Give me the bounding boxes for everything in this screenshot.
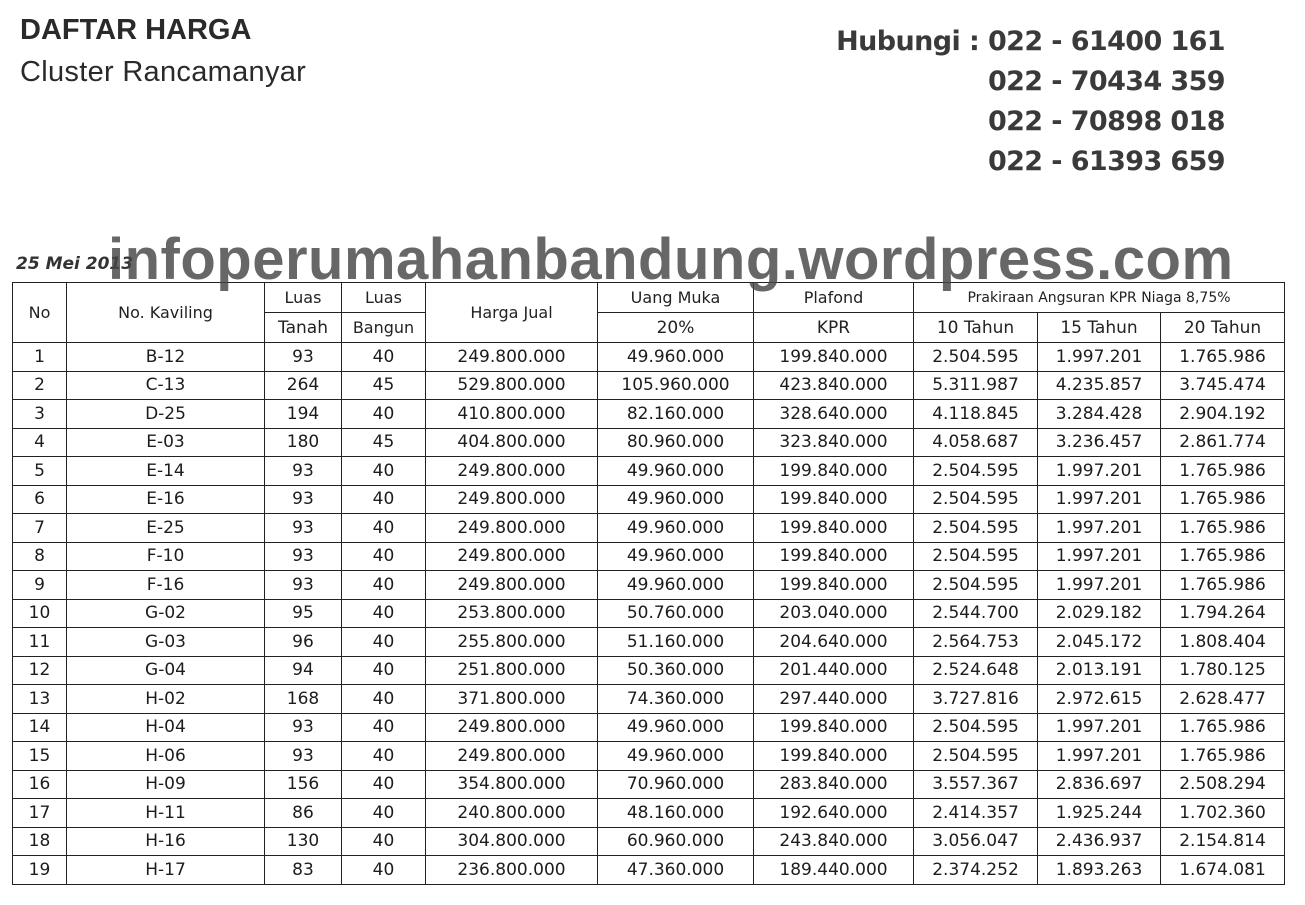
cell-harga-jual: 253.800.000	[426, 599, 598, 628]
cell-angsuran-15: 1.997.201	[1038, 485, 1161, 514]
cell-harga-jual: 371.800.000	[426, 685, 598, 714]
cell-uang-muka: 48.160.000	[598, 799, 754, 828]
table-row	[13, 571, 1285, 600]
cell-plafond-kpr: 192.640.000	[754, 799, 914, 828]
cell-luas-bangun: 45	[342, 371, 426, 400]
cell-plafond-kpr: 199.840.000	[754, 514, 914, 543]
cell-uang-muka: 49.960.000	[598, 343, 754, 372]
cell-luas-tanah: 96	[265, 628, 342, 657]
cell-luas-tanah: 83	[265, 856, 342, 885]
phone-number: 022 - 61393 659	[987, 146, 1225, 177]
cell-luas-bangun: 40	[342, 514, 426, 543]
cell-harga-jual: 410.800.000	[426, 400, 598, 429]
cell-angsuran-15: 3.284.428	[1038, 400, 1161, 429]
cell-kaveling: E-03	[67, 428, 265, 457]
header-kaveling: No. Kaviling	[67, 283, 265, 343]
table-row	[13, 428, 1285, 457]
header-bangun: Bangun	[342, 313, 426, 343]
cell-uang-muka: 49.960.000	[598, 571, 754, 600]
cell-angsuran-15: 2.029.182	[1038, 599, 1161, 628]
cell-no: 5	[13, 457, 67, 486]
cell-angsuran-20: 1.674.081	[1161, 856, 1285, 885]
table-row	[13, 485, 1285, 514]
cell-luas-tanah: 93	[265, 571, 342, 600]
cell-no: 7	[13, 514, 67, 543]
cell-harga-jual: 249.800.000	[426, 343, 598, 372]
cell-angsuran-20: 1.765.986	[1161, 485, 1285, 514]
cell-plafond-kpr: 243.840.000	[754, 827, 914, 856]
cell-uang-muka: 82.160.000	[598, 400, 754, 429]
cell-angsuran-20: 2.508.294	[1161, 770, 1285, 799]
cell-luas-tanah: 93	[265, 742, 342, 771]
cell-angsuran-15: 4.235.857	[1038, 371, 1161, 400]
cell-kaveling: H-04	[67, 713, 265, 742]
cell-uang-muka: 80.960.000	[598, 428, 754, 457]
price-table	[12, 282, 1285, 885]
cell-luas-bangun: 40	[342, 542, 426, 571]
cell-plafond-kpr: 199.840.000	[754, 485, 914, 514]
cell-luas-tanah: 156	[265, 770, 342, 799]
cell-plafond-kpr: 323.840.000	[754, 428, 914, 457]
cell-plafond-kpr: 189.440.000	[754, 856, 914, 885]
header-plafond: Plafond	[754, 283, 914, 313]
cell-uang-muka: 50.360.000	[598, 656, 754, 685]
cell-angsuran-10: 4.058.687	[914, 428, 1038, 457]
cell-angsuran-15: 1.997.201	[1038, 514, 1161, 543]
cell-angsuran-15: 1.925.244	[1038, 799, 1161, 828]
cell-kaveling: C-13	[67, 371, 265, 400]
cell-angsuran-10: 3.557.367	[914, 770, 1038, 799]
cell-harga-jual: 240.800.000	[426, 799, 598, 828]
cell-angsuran-20: 2.154.814	[1161, 827, 1285, 856]
price-table-body	[13, 343, 1285, 885]
cell-angsuran-10: 5.311.987	[914, 371, 1038, 400]
cell-kaveling: F-10	[67, 542, 265, 571]
header-luas-bangun: Luas	[342, 283, 426, 313]
table-row	[13, 542, 1285, 571]
cell-angsuran-10: 2.414.357	[914, 799, 1038, 828]
cell-uang-muka: 51.160.000	[598, 628, 754, 657]
cell-luas-bangun: 40	[342, 799, 426, 828]
cell-no: 13	[13, 685, 67, 714]
cell-no: 6	[13, 485, 67, 514]
cell-kaveling: D-25	[67, 400, 265, 429]
cell-angsuran-10: 2.544.700	[914, 599, 1038, 628]
cell-angsuran-20: 2.904.192	[1161, 400, 1285, 429]
cell-angsuran-15: 1.997.201	[1038, 571, 1161, 600]
cell-luas-bangun: 40	[342, 599, 426, 628]
cell-no: 15	[13, 742, 67, 771]
phone-number: 022 - 70898 018	[987, 106, 1225, 137]
cell-plafond-kpr: 328.640.000	[754, 400, 914, 429]
cell-plafond-kpr: 283.840.000	[754, 770, 914, 799]
table-row	[13, 856, 1285, 885]
cell-angsuran-15: 1.997.201	[1038, 343, 1161, 372]
cell-harga-jual: 236.800.000	[426, 856, 598, 885]
header-15-tahun: 15 Tahun	[1038, 313, 1161, 343]
cell-no: 2	[13, 371, 67, 400]
watermark: infoperumahanbandung.wordpress.com	[108, 227, 1234, 292]
table-row	[13, 685, 1285, 714]
cell-angsuran-20: 1.765.986	[1161, 571, 1285, 600]
cell-uang-muka: 50.760.000	[598, 599, 754, 628]
cell-angsuran-15: 1.997.201	[1038, 742, 1161, 771]
cell-uang-muka: 74.360.000	[598, 685, 754, 714]
header-tanah: Tanah	[265, 313, 342, 343]
cell-angsuran-10: 2.504.595	[914, 713, 1038, 742]
cell-kaveling: H-09	[67, 770, 265, 799]
cell-luas-tanah: 93	[265, 485, 342, 514]
cell-angsuran-10: 4.118.845	[914, 400, 1038, 429]
cell-uang-muka: 105.960.000	[598, 371, 754, 400]
price-date: 25 Mei 2013	[16, 254, 134, 274]
cell-kaveling: H-16	[67, 827, 265, 856]
table-row	[13, 656, 1285, 685]
cell-no: 17	[13, 799, 67, 828]
table-row	[13, 770, 1285, 799]
cell-kaveling: E-14	[67, 457, 265, 486]
cell-luas-bangun: 40	[342, 827, 426, 856]
cell-angsuran-10: 3.727.816	[914, 685, 1038, 714]
cell-angsuran-15: 2.436.937	[1038, 827, 1161, 856]
cell-harga-jual: 249.800.000	[426, 485, 598, 514]
cell-luas-bangun: 45	[342, 428, 426, 457]
contact-line: Hubungi : 022 - 61400 161	[836, 26, 1225, 57]
cell-kaveling: H-06	[67, 742, 265, 771]
cell-no: 1	[13, 343, 67, 372]
cell-no: 19	[13, 856, 67, 885]
cell-harga-jual: 249.800.000	[426, 571, 598, 600]
table-row	[13, 827, 1285, 856]
header-20-tahun: 20 Tahun	[1161, 313, 1285, 343]
cell-plafond-kpr: 199.840.000	[754, 571, 914, 600]
page-subtitle: Cluster Rancamanyar	[20, 56, 307, 88]
table-row	[13, 713, 1285, 742]
cell-plafond-kpr: 203.040.000	[754, 599, 914, 628]
cell-luas-bangun: 40	[342, 742, 426, 771]
table-row	[13, 799, 1285, 828]
cell-angsuran-20: 1.765.986	[1161, 343, 1285, 372]
cell-luas-bangun: 40	[342, 685, 426, 714]
cell-angsuran-15: 2.013.191	[1038, 656, 1161, 685]
header-10-tahun: 10 Tahun	[914, 313, 1038, 343]
cell-angsuran-20: 2.861.774	[1161, 428, 1285, 457]
cell-angsuran-20: 1.794.264	[1161, 599, 1285, 628]
cell-plafond-kpr: 204.640.000	[754, 628, 914, 657]
contact-block	[836, 22, 1225, 182]
header-harga-jual: Harga Jual	[426, 283, 598, 343]
cell-uang-muka: 49.960.000	[598, 742, 754, 771]
cell-angsuran-10: 2.504.595	[914, 542, 1038, 571]
cell-angsuran-10: 2.504.595	[914, 457, 1038, 486]
cell-angsuran-10: 2.504.595	[914, 514, 1038, 543]
cell-harga-jual: 251.800.000	[426, 656, 598, 685]
cell-luas-bangun: 40	[342, 343, 426, 372]
cell-luas-bangun: 40	[342, 485, 426, 514]
cell-luas-bangun: 40	[342, 628, 426, 657]
page-title: DAFTAR HARGA	[20, 14, 252, 46]
cell-harga-jual: 304.800.000	[426, 827, 598, 856]
cell-no: 4	[13, 428, 67, 457]
cell-uang-muka: 49.960.000	[598, 457, 754, 486]
header-kpr: KPR	[754, 313, 914, 343]
cell-kaveling: G-02	[67, 599, 265, 628]
cell-harga-jual: 249.800.000	[426, 742, 598, 771]
cell-angsuran-15: 2.972.615	[1038, 685, 1161, 714]
cell-luas-tanah: 93	[265, 457, 342, 486]
cell-plafond-kpr: 201.440.000	[754, 656, 914, 685]
cell-no: 10	[13, 599, 67, 628]
cell-angsuran-15: 3.236.457	[1038, 428, 1161, 457]
cell-kaveling: H-02	[67, 685, 265, 714]
cell-kaveling: H-17	[67, 856, 265, 885]
cell-luas-bangun: 40	[342, 656, 426, 685]
cell-angsuran-20: 1.765.986	[1161, 457, 1285, 486]
cell-angsuran-20: 1.765.986	[1161, 742, 1285, 771]
cell-luas-bangun: 40	[342, 770, 426, 799]
cell-luas-bangun: 40	[342, 856, 426, 885]
header-angsuran: Prakiraan Angsuran KPR Niaga 8,75%	[914, 283, 1285, 313]
cell-no: 3	[13, 400, 67, 429]
cell-harga-jual: 249.800.000	[426, 713, 598, 742]
header-uang-muka: Uang Muka	[598, 283, 754, 313]
table-row	[13, 343, 1285, 372]
cell-harga-jual: 529.800.000	[426, 371, 598, 400]
cell-angsuran-15: 1.997.201	[1038, 713, 1161, 742]
cell-angsuran-15: 1.997.201	[1038, 542, 1161, 571]
cell-uang-muka: 49.960.000	[598, 485, 754, 514]
cell-uang-muka: 70.960.000	[598, 770, 754, 799]
table-row	[13, 742, 1285, 771]
cell-angsuran-20: 1.702.360	[1161, 799, 1285, 828]
cell-no: 9	[13, 571, 67, 600]
cell-kaveling: H-11	[67, 799, 265, 828]
cell-angsuran-10: 2.504.595	[914, 343, 1038, 372]
cell-kaveling: B-12	[67, 343, 265, 372]
phone-number: 022 - 70434 359	[987, 66, 1225, 97]
cell-plafond-kpr: 199.840.000	[754, 742, 914, 771]
cell-angsuran-10: 2.564.753	[914, 628, 1038, 657]
cell-angsuran-10: 2.374.252	[914, 856, 1038, 885]
cell-plafond-kpr: 199.840.000	[754, 457, 914, 486]
cell-uang-muka: 49.960.000	[598, 713, 754, 742]
cell-plafond-kpr: 199.840.000	[754, 542, 914, 571]
table-row	[13, 628, 1285, 657]
cell-angsuran-10: 2.504.595	[914, 485, 1038, 514]
cell-harga-jual: 249.800.000	[426, 542, 598, 571]
cell-no: 12	[13, 656, 67, 685]
cell-angsuran-10: 2.504.595	[914, 571, 1038, 600]
cell-luas-tanah: 86	[265, 799, 342, 828]
cell-luas-tanah: 95	[265, 599, 342, 628]
cell-angsuran-20: 3.745.474	[1161, 371, 1285, 400]
cell-kaveling: G-04	[67, 656, 265, 685]
cell-luas-tanah: 180	[265, 428, 342, 457]
table-row	[13, 371, 1285, 400]
cell-angsuran-20: 1.765.986	[1161, 713, 1285, 742]
cell-kaveling: E-25	[67, 514, 265, 543]
cell-angsuran-20: 1.765.986	[1161, 542, 1285, 571]
cell-luas-bangun: 40	[342, 713, 426, 742]
cell-angsuran-15: 1.893.263	[1038, 856, 1161, 885]
cell-no: 18	[13, 827, 67, 856]
cell-angsuran-20: 1.765.986	[1161, 514, 1285, 543]
cell-luas-bangun: 40	[342, 400, 426, 429]
cell-luas-tanah: 130	[265, 827, 342, 856]
cell-kaveling: E-16	[67, 485, 265, 514]
cell-harga-jual: 249.800.000	[426, 514, 598, 543]
cell-angsuran-20: 1.780.125	[1161, 656, 1285, 685]
cell-no: 14	[13, 713, 67, 742]
cell-angsuran-10: 3.056.047	[914, 827, 1038, 856]
header-uang-muka-pct: 20%	[598, 313, 754, 343]
cell-angsuran-10: 2.504.595	[914, 742, 1038, 771]
cell-kaveling: F-16	[67, 571, 265, 600]
table-row	[13, 400, 1285, 429]
table-row	[13, 457, 1285, 486]
cell-no: 11	[13, 628, 67, 657]
cell-kaveling: G-03	[67, 628, 265, 657]
cell-angsuran-15: 1.997.201	[1038, 457, 1161, 486]
cell-luas-bangun: 40	[342, 571, 426, 600]
cell-luas-tanah: 194	[265, 400, 342, 429]
cell-luas-tanah: 264	[265, 371, 342, 400]
cell-harga-jual: 404.800.000	[426, 428, 598, 457]
cell-uang-muka: 49.960.000	[598, 514, 754, 543]
cell-angsuran-15: 2.045.172	[1038, 628, 1161, 657]
cell-no: 8	[13, 542, 67, 571]
cell-angsuran-10: 2.524.648	[914, 656, 1038, 685]
cell-plafond-kpr: 199.840.000	[754, 343, 914, 372]
cell-uang-muka: 49.960.000	[598, 542, 754, 571]
cell-harga-jual: 354.800.000	[426, 770, 598, 799]
cell-uang-muka: 47.360.000	[598, 856, 754, 885]
table-row	[13, 599, 1285, 628]
cell-luas-tanah: 93	[265, 713, 342, 742]
cell-luas-tanah: 93	[265, 343, 342, 372]
cell-plafond-kpr: 423.840.000	[754, 371, 914, 400]
cell-angsuran-20: 2.628.477	[1161, 685, 1285, 714]
cell-harga-jual: 255.800.000	[426, 628, 598, 657]
cell-plafond-kpr: 199.840.000	[754, 713, 914, 742]
table-row	[13, 514, 1285, 543]
cell-angsuran-15: 2.836.697	[1038, 770, 1161, 799]
header-luas: Luas	[265, 283, 342, 313]
cell-angsuran-20: 1.808.404	[1161, 628, 1285, 657]
cell-luas-bangun: 40	[342, 457, 426, 486]
cell-uang-muka: 60.960.000	[598, 827, 754, 856]
cell-luas-tanah: 93	[265, 542, 342, 571]
cell-luas-tanah: 168	[265, 685, 342, 714]
cell-luas-tanah: 94	[265, 656, 342, 685]
cell-harga-jual: 249.800.000	[426, 457, 598, 486]
header-no: No	[13, 283, 67, 343]
cell-plafond-kpr: 297.440.000	[754, 685, 914, 714]
cell-no: 16	[13, 770, 67, 799]
cell-luas-tanah: 93	[265, 514, 342, 543]
